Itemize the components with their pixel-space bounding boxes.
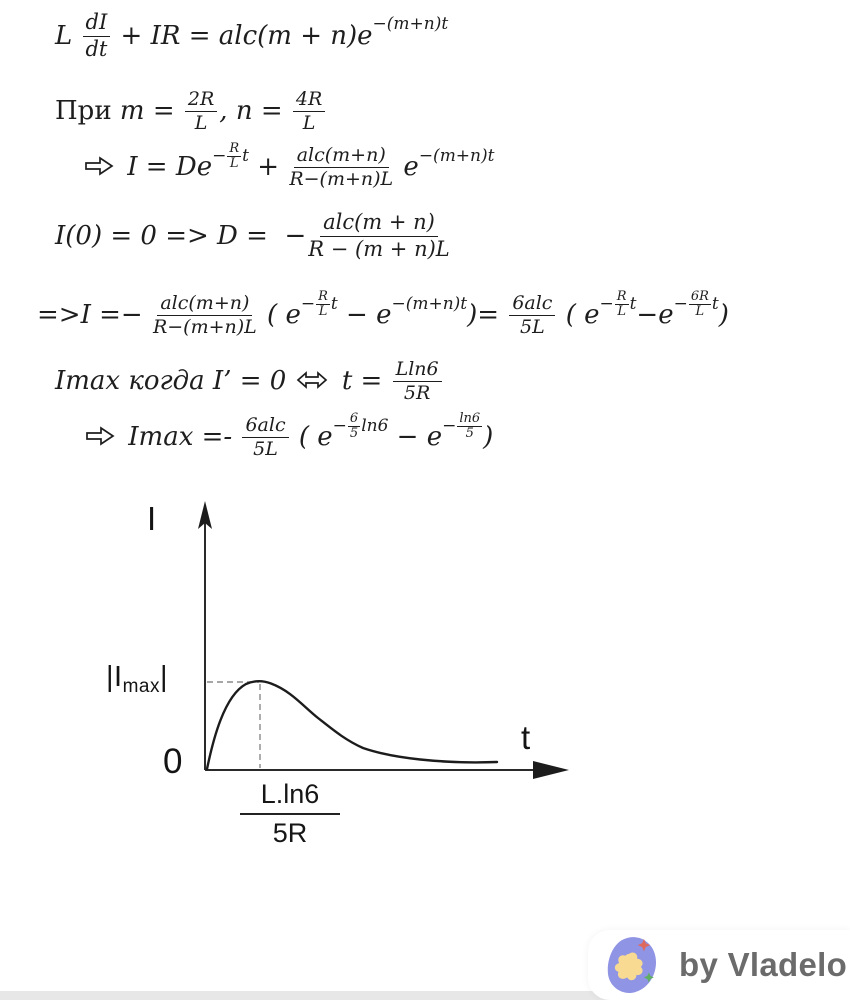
imax-label-closing-bar: | xyxy=(160,661,169,693)
imax-label-bar-i: |I xyxy=(106,661,123,693)
equation-line-6: Imax когда I’ = 0 t = $\frac{Lln6}{5R}$ xyxy=(55,358,444,405)
y-axis-arrowhead-icon xyxy=(198,501,212,529)
equation-line-5: =>I =− $\frac{\text{alc(m+n)}}{R-(m+n)L}$ ( e − $\frac{R}{L}$ t − e −(m+n)t )= $\frac{\text{6alc}}{5L}$ ( e − $\frac{R}{L}$ t −e − $\frac{6R}{L}$ t ) xyxy=(37,288,729,339)
graph-origin-label: 0 xyxy=(163,742,183,781)
equation-line-1: L $\frac{dI}{dt}$ + IR = alc(m + n)e −(m+n)t xyxy=(55,10,449,61)
equation-line-4: I(0) = 0 => D = − $\frac{\text{alc(m + n)}}{R - (m + n)L}$ xyxy=(55,210,450,261)
equation-line-7: Imax =- $\frac{\text{6alc}}{5L}$ ( e − $\frac{6}{5}$ ln6 − e − $\frac{\ln 6}{5}$ ) xyxy=(85,414,493,461)
watermark-text: by Vladelo xyxy=(679,946,848,983)
right-white-arrow-icon xyxy=(84,155,114,177)
equation-line-3: I = De − $\frac{R}{L}$ t + $\frac{\text{alc(m+n)}}{R-(m+n)L}$ e −(m+n)t xyxy=(84,144,494,191)
double-white-arrow-icon xyxy=(295,369,329,391)
graph-y-axis-label: I xyxy=(147,500,157,537)
tick-denominator: 5R xyxy=(272,818,308,848)
watermark-card xyxy=(588,930,850,1000)
x-axis-arrowhead-icon xyxy=(533,761,569,779)
right-white-arrow-icon xyxy=(85,425,115,447)
graph-imax-label xyxy=(106,661,169,697)
graph-x-axis-label: t xyxy=(521,719,531,756)
current-curve xyxy=(207,681,497,769)
vladelo-logo-icon xyxy=(596,934,672,996)
imax-label-subscript: max xyxy=(122,676,160,697)
equation-line-2: При m = $\frac{2R}{L}$ , n = $\frac{4R}{L}$ xyxy=(55,88,327,135)
graph-x-tick-label xyxy=(240,779,340,849)
tick-numerator: L.ln6 xyxy=(240,779,340,815)
